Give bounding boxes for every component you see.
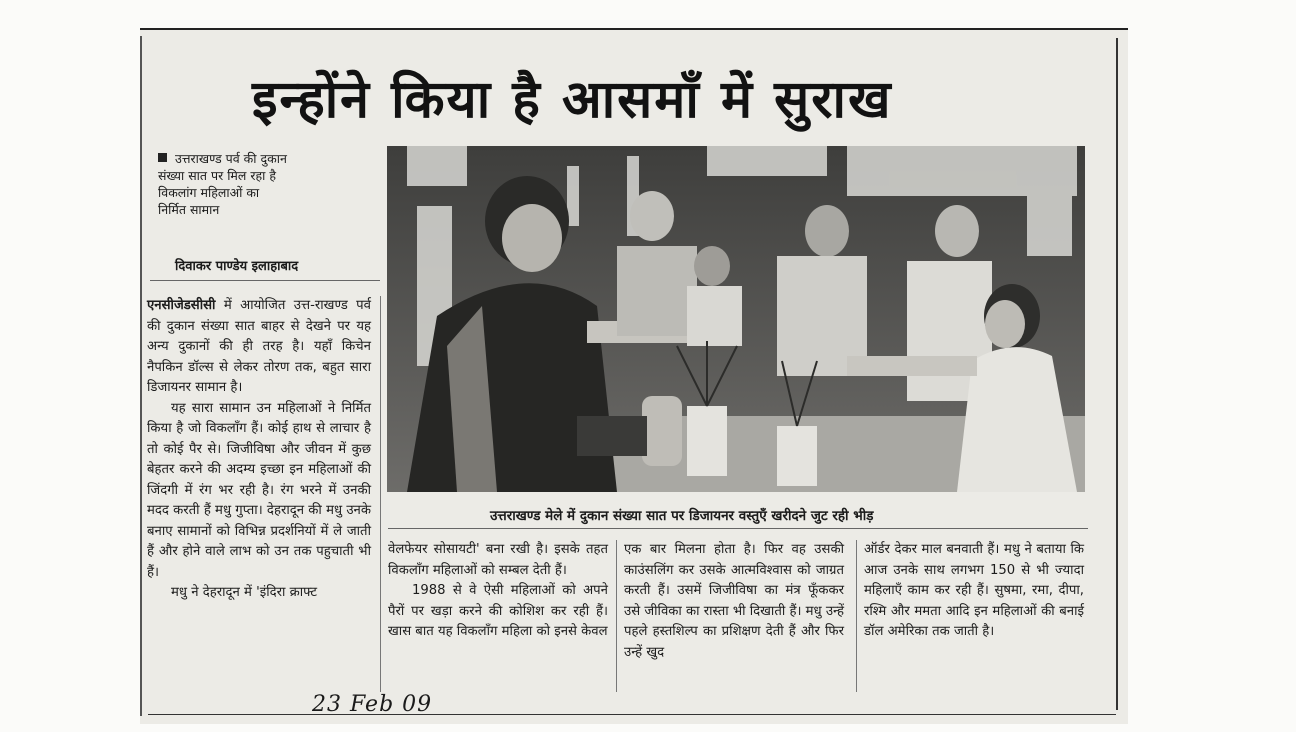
column-3-paragraph-1: एक बार मिलना होता है। फिर वह उसकी काउंसलिंग कर उसके आत्मविश्वास को जाग्रत करती हैं। उसमें जिजीविषा का मंत्र फूँककर उसे जीविका का रास्ता भी दिखाती हैं। मधु उन्हें पहले हस्तशिल्प का प्रशिक्षण देती हैं और फिर उन्हें खुद [624,542,844,660]
highlight-line-2: संख्या सात पर मिल रहा है [158,168,276,183]
column-1-paragraph-3: मधु ने देहरादून में 'इंदिरा क्राफ्ट [171,585,318,600]
bullet-square-icon [158,153,167,162]
byline-rule [150,280,380,281]
news-photo [387,146,1085,492]
column-4-paragraph-1: ऑर्डर देकर माल बनवाती हैं। मधु ने बताया कि आज उनके साथ लगभग 150 से भी ज्यादा महिलाएँ काम कर रही हैं। सुषमा, रमा, दीपा, रश्मि और ममता आदि इन महिलाओं की बनाई डॉल अमेरिका तक जाती है। [864,542,1084,639]
highlight-line-4: निर्मित सामान [158,202,220,217]
highlight-box [158,150,358,218]
highlight-line-1: उत्तराखण्ड पर्व की दुकान [158,150,358,167]
photo-caption: उत्तराखण्ड मेले में दुकान संख्या सात पर डिजायनर वस्तुएँ खरीदने जुट रही भीड़ [490,508,874,524]
bottom-border-rule [148,714,1116,715]
headline: इन्होंने किया है आसमाँ में सुराख [252,70,893,130]
column-separator-3 [856,540,857,692]
article-lead-word: एनसीजेडसीसी [147,298,216,313]
article-column-2 [388,540,608,643]
handwritten-date: 23 Feb 09 [312,692,433,717]
column-2-paragraph-1: वेलफेयर सोसायटी' बना रखी है। इसके तहत विकलाँग महिलाओं को सम्बल देती हैं। [388,542,608,578]
column-1-paragraph-2: यह सारा सामान उन महिलाओं ने निर्मित किया है जो विकलाँग हैं। कोई हाथ से लाचार है तो कोई पैर से। जिजीविषा और जीवन में कुछ बेहतर करने की अदम्य इच्छा इन महिलाओं की जिंदगी में रंग भर रही है। रंग भरने में उनकी मदद करती हैं मधु गुप्ता। देहरादून की मधु उनके बनाए सामानों को विभिन्न प्रदर्शनियों में ले जाती हैं और होने वाले लाभ को उन तक पहुचाती भी हैं। [147,400,371,580]
left-border-rule [140,36,142,716]
column-1-paragraph-1: एनसीजेडसीसी में आयोजित उत्त-राखण्ड पर्व की दुकान संख्या सात बाहर से देखने पर यह अन्य दुकानों की ही तरह है। यहाँ किचेन नैपकिन डॉल्स से लेकर तोरण तक, बहुत सारा डिजायनर सामान है। [147,298,371,395]
article-column-1 [147,296,371,604]
highlight-line-3: विकलांग महिलाओं का [158,185,260,200]
column-2-paragraph-2: 1988 से वे ऐसी महिलाओं को अपने पैरों पर खड़ा करने की कोशिश कर रही हैं। खास बात यह विकलाँग महिला को इनसे केवल [388,583,608,639]
article-column-4 [864,540,1084,643]
caption-rule [388,528,1088,529]
article-column-3 [624,540,844,663]
byline: दिवाकर पाण्डेय इलाहाबाद [175,259,299,274]
column-separator-2 [616,540,617,692]
right-border-rule [1116,38,1118,710]
column-separator-1 [380,296,381,692]
